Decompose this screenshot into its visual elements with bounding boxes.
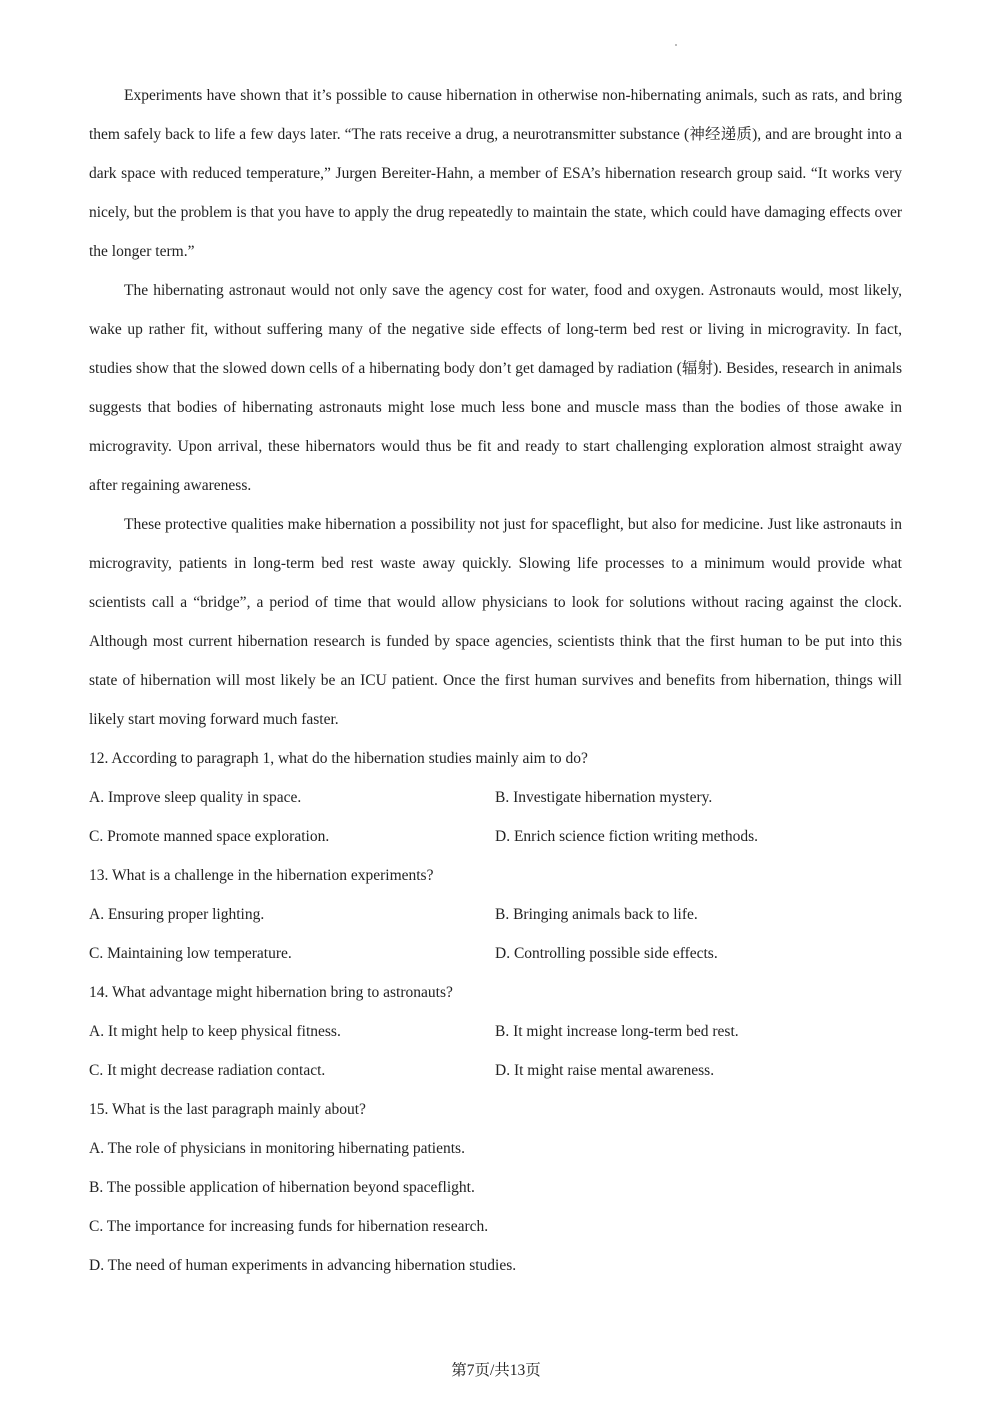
option-list	[89, 895, 902, 973]
option-list	[89, 778, 902, 856]
option-d: D. It might raise mental awareness.	[495, 1062, 715, 1079]
passage-paragraph-3: These protective qualities make hibernation a possibility not just for spaceflight, but also for medicine. Just like astronauts in microgravity, patients in long-term bed rest waste away quickly. Slowing life processes to a minimum would provide what scientists call a “bridge”, a period of time that would allow physicians to look for solutions without racing against the clock. Although most current hibernation research is funded by space agencies, scientists think that the first human to be put into this state of hibernation will most likely be an ICU patient. Once the first human survives and benefits from hibernation, things will likely start moving forward much faster.	[89, 516, 902, 728]
option-b: B. Bringing animals back to life.	[495, 906, 698, 923]
question-stem: 15. What is the last paragraph mainly about?	[89, 1101, 366, 1118]
scan-speck	[675, 44, 677, 46]
option-a: A. The role of physicians in monitoring hibernating patients.	[89, 1140, 465, 1157]
option-d: D. Enrich science fiction writing methods.	[495, 828, 759, 845]
option-c: C. Maintaining low temperature.	[89, 945, 292, 962]
question-12	[89, 739, 902, 856]
question-stem: 12. According to paragraph 1, what do the hibernation studies mainly aim to do?	[89, 750, 588, 767]
option-a: A. Ensuring proper lighting.	[89, 906, 265, 923]
question-stem: 13. What is a challenge in the hibernation experiments?	[89, 867, 434, 884]
option-b: B. It might increase long-term bed rest.	[495, 1023, 739, 1040]
option-a: A. Improve sleep quality in space.	[89, 789, 302, 806]
option-list	[89, 1012, 902, 1090]
option-list	[89, 1129, 902, 1285]
passage-paragraph-2: The hibernating astronaut would not only save the agency cost for water, food and oxygen. Astronauts would, most likely, wake up rather fit, without suffering many of the negative side effects of long-term bed rest or living in microgravity. In fact, studies show that the slowed down cells of a hibernating body don’t get damaged by radiation (辐射). Besides, research in animals suggests that bodies of hibernating astronauts might lose much less bone and muscle mass than the bodies of those awake in microgravity. Upon arrival, these hibernators would thus be fit and ready to start challenging exploration almost straight away after regaining awareness.	[89, 282, 902, 494]
option-d: D. The need of human experiments in advancing hibernation studies.	[89, 1257, 517, 1274]
question-13	[89, 856, 902, 973]
question-stem: 14. What advantage might hibernation bring to astronauts?	[89, 984, 453, 1001]
option-c: C. It might decrease radiation contact.	[89, 1062, 326, 1079]
option-d: D. Controlling possible side effects.	[495, 945, 718, 962]
option-b: B. Investigate hibernation mystery.	[495, 789, 713, 806]
page-number: 第7页/共13页	[451, 1362, 541, 1379]
document-page	[89, 76, 902, 1285]
option-b: B. The possible application of hibernation beyond spaceflight.	[89, 1179, 475, 1196]
passage-paragraph-1: Experiments have shown that it’s possible to cause hibernation in otherwise non-hibernating animals, such as rats, and bring them safely back to life a few days later. “The rats receive a drug, a neurotransmitter substance (神经递质), and are brought into a dark space with reduced temperature,” Jurgen Bereiter-Hahn, a member of ESA’s hibernation research group said. “It works very nicely, but the problem is that you have to apply the drug repeatedly to maintain the state, which could have damaging effects over the longer term.”	[89, 87, 902, 260]
option-a: A. It might help to keep physical fitness.	[89, 1023, 341, 1040]
question-14	[89, 973, 902, 1090]
option-c: C. The importance for increasing funds for hibernation research.	[89, 1218, 489, 1235]
question-15	[89, 1090, 902, 1285]
option-c: C. Promote manned space exploration.	[89, 828, 330, 845]
